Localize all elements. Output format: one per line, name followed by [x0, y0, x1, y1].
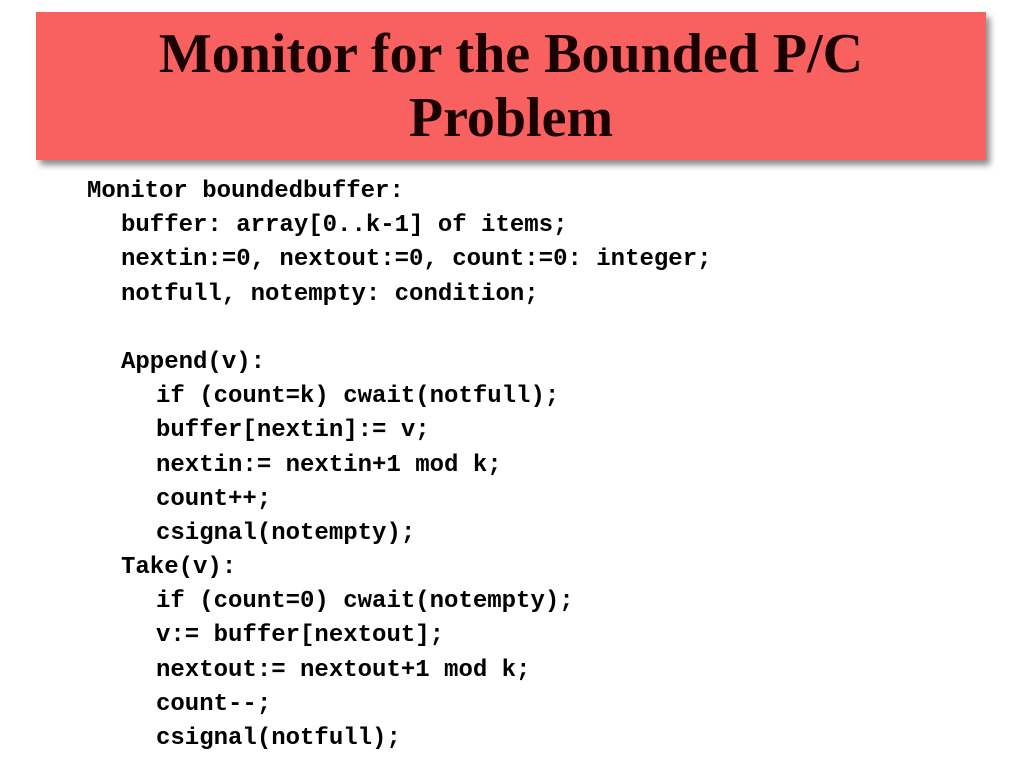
- code-line-append-store: buffer[nextin]:= v;: [156, 417, 430, 445]
- code-line-condition-decl: notfull, notempty: condition;: [121, 280, 539, 308]
- code-line-take-load: v:= buffer[nextout];: [156, 622, 445, 650]
- code-line-take-signal: csignal(notfull);: [156, 725, 401, 752]
- code-line-take-header: Take(v):: [121, 554, 237, 582]
- code-block: [87, 175, 712, 756]
- code-line-append-wait: if (count=k) cwait(notfull);: [156, 383, 560, 411]
- code-line-monitor-decl: Monitor boundedbuffer:: [87, 178, 404, 205]
- code-line-blank: [87, 312, 712, 346]
- code-line-take-advance: nextout:= nextout+1 mod k;: [156, 656, 531, 684]
- code-line-append-header: Append(v):: [121, 348, 266, 376]
- slide-title: Monitor for the Bounded P/C Problem: [158, 23, 864, 149]
- code-line-take-wait: if (count=0) cwait(notempty);: [156, 588, 574, 616]
- code-line-integer-decl: nextin:=0, nextout:=0, count:=0: integer;: [121, 246, 712, 274]
- code-line-buffer-decl: buffer: array[0..k-1] of items;: [121, 212, 568, 240]
- code-line-append-advance: nextin:= nextin+1 mod k;: [156, 451, 502, 479]
- code-line-append-increment: count++;: [156, 485, 272, 513]
- title-banner: [36, 12, 986, 160]
- code-line-take-decrement: count--;: [156, 690, 272, 718]
- code-line-append-signal: csignal(notempty);: [156, 519, 416, 547]
